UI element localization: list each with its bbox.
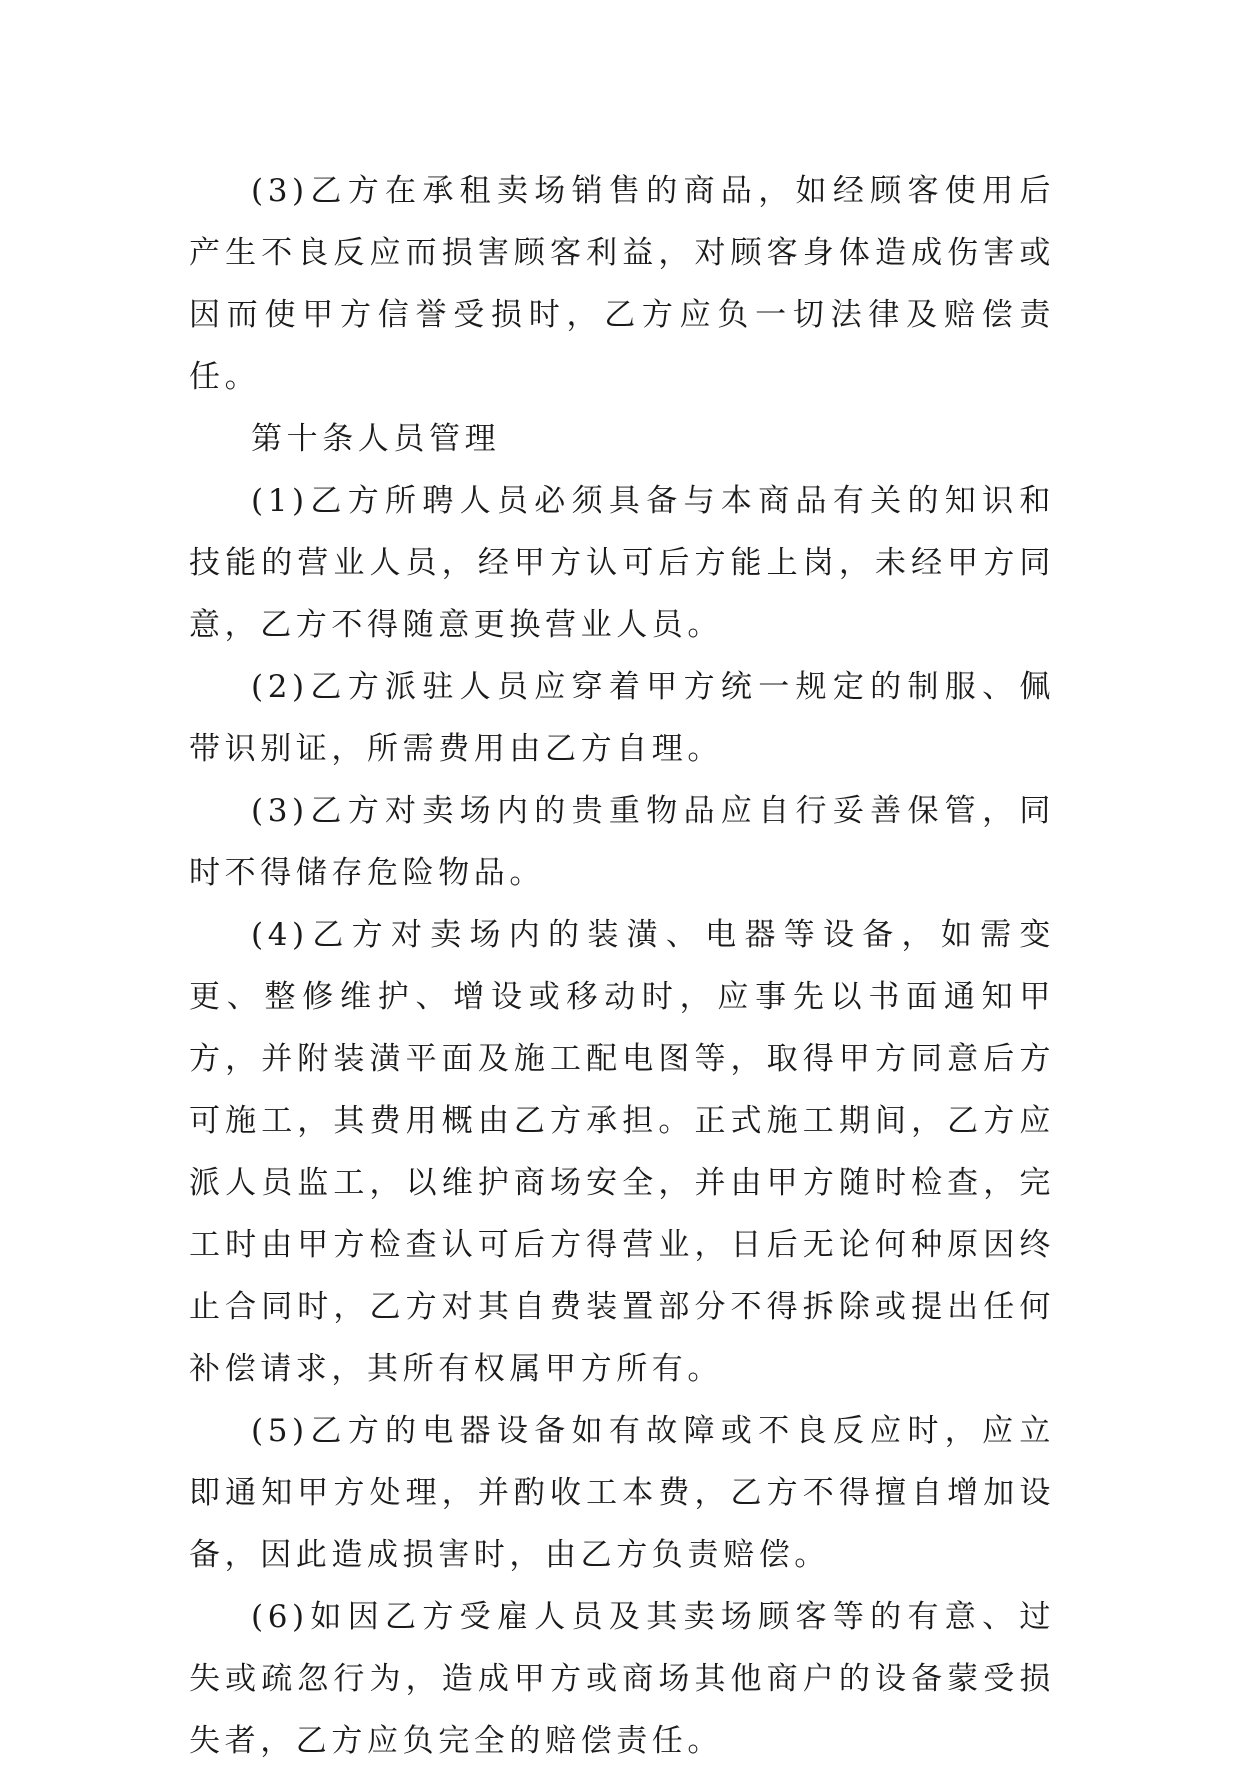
- document-page: [189, 160, 1055, 1772]
- paragraph-product-liability: (3)乙方在承租卖场销售的商品，如经顾客使用后产生不良反应而损害顾客利益，对顾客身体造成伤害或因而使甲方信誉受损时，乙方应负一切法律及赔偿责任。: [189, 173, 1055, 395]
- paragraph-damage-liability: (6)如因乙方受雇人员及其卖场顾客等的有意、过失或疏忽行为，造成甲方或商场其他商户的设备蒙受损失者，乙方应负完全的赔偿责任。: [189, 1599, 1055, 1759]
- paragraph-renovation: (4)乙方对卖场内的装潢、电器等设备，如需变更、整修维护、增设或移动时，应事先以书面通知甲方，并附装潢平面及施工配电图等，取得甲方同意后方可施工，其费用概由乙方承担。正式施工期间，乙方应派人员监工，以维护商场安全，并由甲方随时检查，完工时由甲方检查认可后方得营业，日后无论何种原因终止合同时，乙方对其自费装置部分不得拆除或提出任何补偿请求，其所有权属甲方所有。: [189, 917, 1055, 1387]
- paragraph-uniform: (2)乙方派驻人员应穿着甲方统一规定的制服、佩带识别证，所需费用由乙方自理。: [189, 669, 1055, 767]
- section-heading-personnel: 第十条人员管理: [251, 421, 501, 457]
- paragraph-valuables: (3)乙方对卖场内的贵重物品应自行妥善保管，同时不得储存危险物品。: [189, 793, 1055, 891]
- paragraph-staff-qualification: (1)乙方所聘人员必须具备与本商品有关的知识和技能的营业人员，经甲方认可后方能上岗，未经甲方同意，乙方不得随意更换营业人员。: [189, 483, 1055, 643]
- paragraph-electrical: (5)乙方的电器设备如有故障或不良反应时，应立即通知甲方处理，并酌收工本费，乙方不得擅自增加设备，因此造成损害时，由乙方负责赔偿。: [189, 1413, 1055, 1573]
